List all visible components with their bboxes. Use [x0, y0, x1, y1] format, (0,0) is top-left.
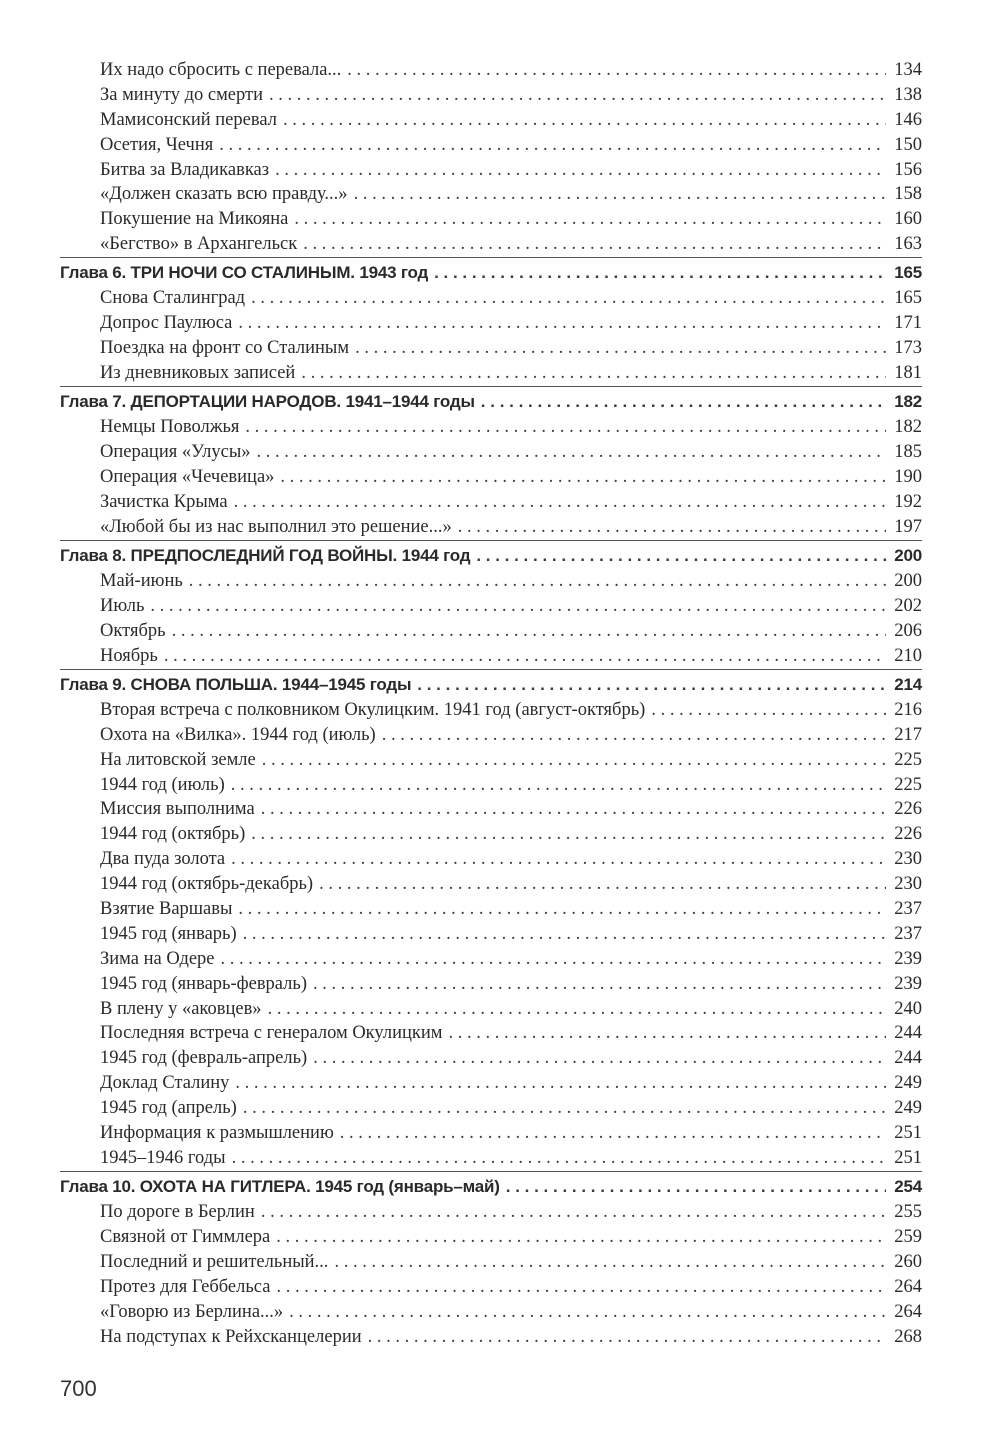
entry-page-number: 165 [894, 288, 922, 309]
entry-title: Осетия, Чечня [100, 134, 214, 155]
toc-entry-row [60, 1325, 922, 1350]
entry-title: Октябрь [100, 620, 166, 641]
entry-page-number: 226 [894, 824, 922, 845]
entry-page-number: 192 [894, 491, 922, 512]
dot-leader [164, 644, 886, 669]
toc-entry-row [60, 415, 922, 440]
entry-title: На подступах к Рейхсканцелерии [100, 1326, 362, 1347]
entry-title: Последняя встреча с генералом Окулицким [100, 1023, 443, 1044]
toc-entry-row [60, 465, 922, 490]
entry-title: Взятие Варшавы [100, 899, 233, 920]
entry-title: В плену у «аковцев» [100, 998, 262, 1019]
entry-title: Битва за Владикавказ [100, 159, 270, 180]
dot-leader [481, 387, 886, 417]
dot-leader [347, 58, 886, 83]
entry-title: Май-июнь [100, 571, 183, 592]
toc-chapter-row [60, 386, 922, 415]
dot-leader [262, 748, 886, 773]
toc-entry-row [60, 922, 922, 947]
toc-entry-row [60, 773, 922, 798]
entry-page-number: 202 [894, 595, 922, 616]
toc-chapter-row [60, 540, 922, 569]
entry-page-number: 163 [894, 234, 922, 255]
entry-title: Операция «Чечевица» [100, 467, 275, 488]
dot-leader [257, 440, 886, 465]
dot-leader [231, 847, 886, 872]
entry-title: Покушение на Микояна [100, 209, 289, 230]
toc-entry-row [60, 1046, 922, 1071]
toc-chapter-row [60, 669, 922, 698]
toc-entry-row [60, 490, 922, 515]
toc-entry-row [60, 83, 922, 108]
entry-title: Два пуда золота [100, 849, 226, 870]
dot-leader [301, 361, 886, 386]
entry-page-number: 251 [894, 1147, 922, 1168]
dot-leader [355, 336, 886, 361]
entry-page-number: 260 [894, 1251, 922, 1272]
chapter-title: Глава 9. СНОВА ПОЛЬША. 1944–1945 годы [60, 674, 412, 694]
dot-leader [231, 773, 886, 798]
toc-entry-row [60, 972, 922, 997]
entry-title: Из дневниковых записей [100, 363, 296, 384]
dot-leader [268, 997, 886, 1022]
dot-leader [238, 897, 886, 922]
toc-entry-row [60, 1225, 922, 1250]
entry-title: Охота на «Вилка». 1944 год (июль) [100, 724, 376, 745]
entry-page-number: 182 [894, 391, 922, 411]
chapter-title: Глава 7. ДЕПОРТАЦИИ НАРОДОВ. 1941–1944 годы [60, 391, 475, 411]
entry-page-number: 217 [894, 724, 922, 745]
dot-leader [238, 311, 886, 336]
entry-page-number: 182 [894, 417, 922, 438]
entry-page-number: 190 [894, 467, 922, 488]
dot-leader [476, 541, 886, 571]
toc-entry-row [60, 872, 922, 897]
entry-page-number: 259 [894, 1227, 922, 1247]
toc-entry-row [60, 133, 922, 158]
dot-leader [458, 515, 886, 540]
dot-leader [232, 1146, 886, 1171]
entry-title: 1945 год (апрель) [100, 1098, 237, 1119]
dot-leader [354, 182, 886, 207]
toc-chapter-row [60, 1171, 922, 1200]
entry-page-number: 244 [894, 1023, 922, 1044]
entry-page-number: 206 [894, 620, 922, 641]
toc-entry-row [60, 997, 922, 1022]
dot-leader [261, 797, 886, 822]
dot-leader [261, 1200, 886, 1225]
entry-page-number: 226 [894, 799, 922, 820]
toc-entry-row [60, 1021, 922, 1046]
toc-entry-row [60, 619, 922, 644]
toc-entry-row [60, 1200, 922, 1225]
toc-entry-row [60, 847, 922, 872]
entry-page-number: 254 [894, 1176, 922, 1196]
dot-leader [334, 1250, 886, 1275]
dot-leader [276, 1225, 886, 1250]
entry-title: Июль [100, 595, 145, 616]
dot-leader [313, 1046, 886, 1071]
toc-entry-row [60, 108, 922, 133]
toc-entry-row [60, 286, 922, 311]
entry-page-number: 249 [894, 1098, 922, 1119]
entry-page-number: 230 [894, 849, 922, 870]
entry-page-number: 264 [894, 1276, 922, 1297]
entry-title: Вторая встреча с полковником Окулицким. 1941 год (август-октябрь) [100, 699, 646, 720]
dot-leader [313, 972, 886, 997]
toc-entry-row [60, 361, 922, 386]
page-number: 700 [60, 1376, 97, 1401]
toc-entry-row [60, 182, 922, 207]
dot-leader [382, 723, 886, 748]
entry-title: Протез для Геббельса [100, 1276, 271, 1297]
entry-page-number: 255 [894, 1202, 922, 1223]
toc-chapter-row [60, 257, 922, 286]
entry-title: 1945 год (январь) [100, 923, 237, 944]
dot-leader [251, 822, 886, 847]
entry-page-number: 134 [894, 60, 922, 80]
entry-page-number: 197 [894, 516, 922, 537]
entry-title: «Говорю из Берлина...» [100, 1301, 284, 1322]
toc-entry-row [60, 569, 922, 594]
toc-entry-row [60, 723, 922, 748]
toc-entry-row [60, 58, 922, 83]
toc-entry-row [60, 698, 922, 723]
entry-title: «Бегство» в Архангельск [100, 234, 298, 255]
table-of-contents [60, 58, 922, 1349]
toc-entry-row [60, 232, 922, 257]
entry-title: Миссия выполнима [100, 799, 255, 820]
toc-entry-row [60, 748, 922, 773]
dot-leader [319, 872, 886, 897]
entry-page-number: 239 [894, 948, 922, 969]
entry-title: Ноябрь [100, 645, 158, 666]
entry-page-number: 230 [894, 874, 922, 895]
entry-page-number: 185 [894, 442, 922, 463]
entry-title: По дороге в Берлин [100, 1202, 255, 1223]
dot-leader [251, 286, 886, 311]
entry-title: Последний и решительный... [100, 1251, 329, 1272]
entry-page-number: 200 [894, 545, 922, 565]
toc-entry-row [60, 947, 922, 972]
entry-title: «Должен сказать всю правду...» [100, 184, 348, 205]
dot-leader [417, 670, 886, 700]
dot-leader [276, 1275, 886, 1300]
toc-entry-row [60, 1250, 922, 1275]
entry-title: Зима на Одере [100, 948, 215, 969]
entry-page-number: 249 [894, 1073, 922, 1094]
entry-page-number: 200 [894, 571, 922, 592]
entry-title: Доклад Сталину [100, 1073, 230, 1094]
entry-title: Связной от Гиммлера [100, 1227, 271, 1247]
toc-entry-row [60, 1146, 922, 1171]
dot-leader [243, 922, 886, 947]
dot-leader [275, 158, 886, 183]
entry-page-number: 165 [894, 263, 922, 283]
dot-leader [219, 133, 886, 158]
entry-title: 1944 год (октябрь) [100, 824, 246, 845]
toc-entry-row [60, 1300, 922, 1325]
entry-title: Немцы Поволжья [100, 417, 240, 438]
dot-leader [303, 232, 886, 257]
dot-leader [289, 1300, 886, 1325]
entry-title: Снова Сталинград [100, 288, 246, 309]
entry-page-number: 216 [894, 699, 922, 720]
entry-page-number: 150 [894, 134, 922, 155]
entry-page-number: 239 [894, 973, 922, 994]
dot-leader [368, 1325, 886, 1350]
toc-entry-row [60, 1096, 922, 1121]
entry-title: Их надо сбросить с перевала... [100, 60, 342, 80]
entry-page-number: 160 [894, 209, 922, 230]
toc-entry-row [60, 1071, 922, 1096]
entry-page-number: 210 [894, 645, 922, 666]
toc-entry-row [60, 311, 922, 336]
toc-entry-row [60, 158, 922, 183]
entry-page-number: 268 [894, 1326, 922, 1347]
entry-title: 1945 год (январь-февраль) [100, 973, 308, 994]
toc-entry-row [60, 594, 922, 619]
dot-leader [245, 415, 886, 440]
toc-entry-row [60, 644, 922, 669]
chapter-title: Глава 6. ТРИ НОЧИ СО СТАЛИНЫМ. 1943 год [60, 263, 429, 283]
dot-leader [280, 465, 886, 490]
dot-leader [506, 1172, 886, 1202]
entry-page-number: 138 [894, 84, 922, 105]
entry-title: Мамисонский перевал [100, 109, 277, 130]
toc-entry-row [60, 797, 922, 822]
entry-title: 1945–1946 годы [100, 1147, 226, 1168]
entry-title: Информация к размышлению [100, 1123, 334, 1144]
toc-entry-row [60, 822, 922, 847]
dot-leader [651, 698, 886, 723]
toc-entry-row [60, 207, 922, 232]
entry-page-number: 171 [894, 313, 922, 334]
entry-page-number: 146 [894, 109, 922, 130]
entry-page-number: 225 [894, 774, 922, 795]
chapter-title: Глава 10. ОХОТА НА ГИТЛЕРА. 1945 год (январь–май) [60, 1176, 500, 1196]
dot-leader [269, 83, 886, 108]
dot-leader [235, 1071, 886, 1096]
toc-entry-row [60, 336, 922, 361]
toc-entry-row [60, 1275, 922, 1300]
toc-entry-row [60, 897, 922, 922]
entry-title: На литовской земле [100, 749, 256, 770]
dot-leader [172, 619, 886, 644]
toc-entry-row [60, 1121, 922, 1146]
entry-title: Операция «Улусы» [100, 442, 251, 463]
dot-leader [283, 108, 886, 133]
entry-title: 1944 год (октябрь-декабрь) [100, 874, 314, 895]
dot-leader [448, 1021, 886, 1046]
dot-leader [434, 258, 886, 288]
entry-page-number: 244 [894, 1048, 922, 1069]
entry-page-number: 173 [894, 338, 922, 359]
dot-leader [189, 569, 886, 594]
entry-page-number: 214 [894, 674, 922, 694]
entry-title: За минуту до смерти [100, 84, 263, 105]
entry-page-number: 264 [894, 1301, 922, 1322]
toc-entry-row [60, 515, 922, 540]
entry-title: 1945 год (февраль-апрель) [100, 1048, 308, 1069]
entry-title: Допрос Паулюса [100, 313, 233, 334]
entry-page-number: 251 [894, 1123, 922, 1144]
dot-leader [234, 490, 886, 515]
dot-leader [221, 947, 886, 972]
entry-page-number: 181 [894, 363, 922, 384]
chapter-title: Глава 8. ПРЕДПОСЛЕДНИЙ ГОД ВОЙНЫ. 1944 год [60, 545, 471, 565]
entry-page-number: 237 [894, 899, 922, 920]
entry-title: «Любой бы из нас выполнил это решение...» [100, 516, 452, 537]
entry-page-number: 225 [894, 749, 922, 770]
entry-page-number: 240 [894, 998, 922, 1019]
dot-leader [150, 594, 886, 619]
entry-title: Зачистка Крыма [100, 491, 228, 512]
dot-leader [243, 1096, 886, 1121]
entry-page-number: 237 [894, 923, 922, 944]
toc-entry-row [60, 440, 922, 465]
dot-leader [294, 207, 886, 232]
entry-title: 1944 год (июль) [100, 774, 225, 795]
entry-page-number: 156 [894, 159, 922, 180]
dot-leader [340, 1121, 886, 1146]
entry-title: Поездка на фронт со Сталиным [100, 338, 350, 359]
entry-page-number: 158 [894, 184, 922, 205]
